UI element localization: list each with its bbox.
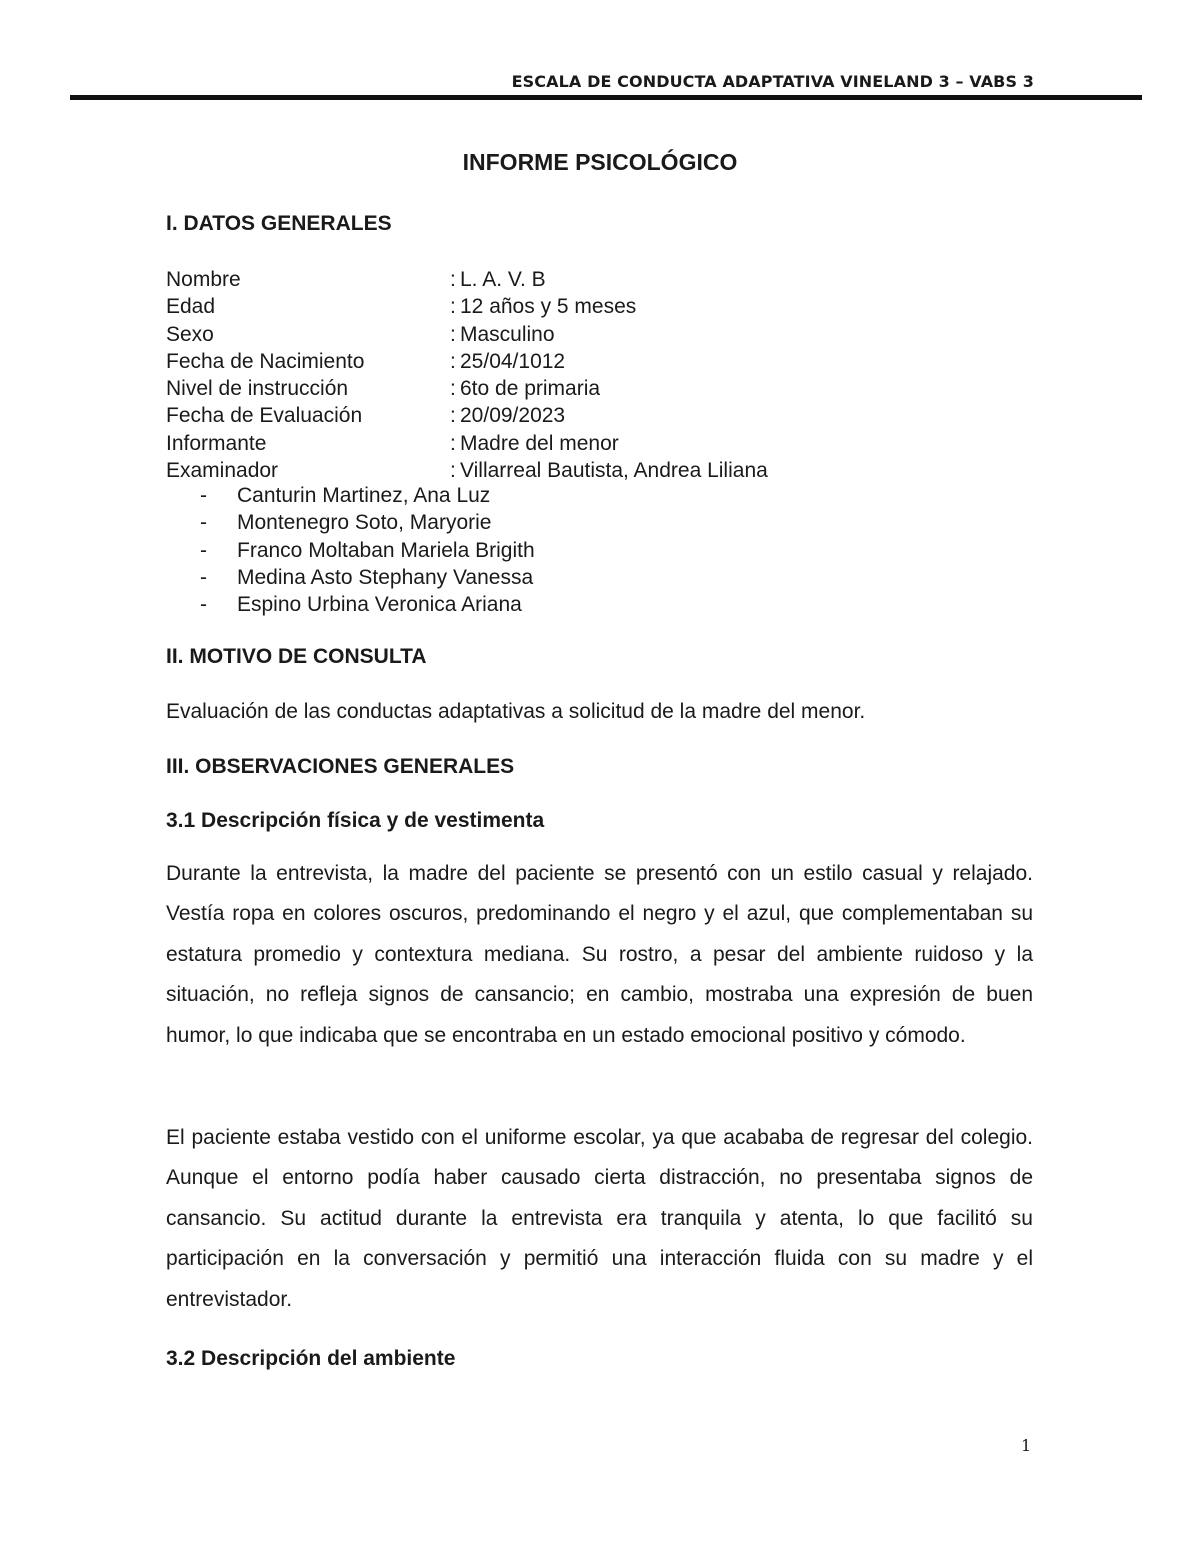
examiner-list [200, 482, 535, 618]
general-data-fields [166, 266, 768, 484]
subsection-heading-descripcion-ambiente: 3.2 Descripción del ambiente [166, 1347, 456, 1370]
list-item [200, 482, 535, 509]
field-value: Madre del menor [460, 431, 619, 455]
running-header: ESCALA DE CONDUCTA ADAPTATIVA VINELAND 3 – VABS 3 [511, 72, 1034, 91]
dash-bullet: - [200, 511, 207, 535]
subsection-heading-descripcion-fisica: 3.1 Descripción física y de vestimenta [166, 809, 545, 832]
section-heading-datos-generales: I. DATOS GENERALES [166, 212, 392, 235]
examiner-name: Canturin Martinez, Ana Luz [237, 484, 491, 507]
field-separator: : [450, 349, 456, 373]
dash-bullet: - [200, 565, 207, 589]
consultation-reason-text: Evaluación de las conductas adaptativas a solicitud de la madre del menor. [166, 700, 866, 723]
examiner-name: Montenegro Soto, Maryorie [237, 511, 492, 535]
field-row-nombre [166, 266, 768, 293]
paragraph-mother-description: Durante la entrevista, la madre del paciente se presentó con un estilo casual y relajado. Vestía ropa en colores oscuros, predominando el negro y el azul, que complementaban su estatura promedio y contextura mediana. Su rostro, a pesar del ambiente ruidoso y la situación, no refleja signos de cansancio; en cambio, mostraba una expresión de buen humor, lo que indicaba que se encontraba en un estado emocional positivo y cómodo. [166, 862, 1033, 1047]
dash-bullet: - [200, 593, 207, 617]
field-value: Masculino [460, 322, 555, 346]
document-title: INFORME PSICOLÓGICO [462, 149, 738, 175]
field-separator: : [450, 268, 456, 291]
field-label: Nombre [166, 268, 241, 291]
field-row-edad [166, 293, 768, 320]
examiner-name: Espino Urbina Veronica Ariana [237, 593, 522, 617]
list-item [200, 509, 535, 536]
dash-bullet: - [200, 538, 207, 562]
field-label: Fecha de Evaluación [166, 404, 363, 428]
field-separator: : [450, 295, 456, 319]
field-row-nivel-instruccion [166, 375, 768, 402]
list-item [200, 537, 535, 564]
examiner-name: Medina Asto Stephany Vanessa [237, 565, 534, 589]
page-number: 1 [1021, 1436, 1032, 1455]
field-label: Fecha de Nacimiento [166, 349, 365, 373]
field-value: 20/09/2023 [460, 404, 566, 428]
field-separator: : [450, 431, 456, 455]
examiner-name: Franco Moltaban Mariela Brigith [237, 538, 535, 562]
field-label: Edad [166, 295, 216, 319]
field-row-examinador [166, 457, 768, 484]
field-row-sexo [166, 321, 768, 348]
field-row-informante [166, 430, 768, 457]
field-row-fecha-evaluacion [166, 402, 768, 429]
field-separator: : [450, 404, 456, 428]
field-label: Sexo [166, 322, 214, 346]
field-value: L. A. V. B [460, 268, 546, 291]
field-label: Informante [166, 431, 267, 455]
field-separator: : [450, 377, 456, 401]
field-separator: : [450, 322, 456, 346]
header-rule [70, 95, 1142, 100]
paragraph-patient-description: El paciente estaba vestido con el uniforme escolar, ya que acababa de regresar del colegio. Aunque el entorno podía haber causado cierta distracción, no presentaba signos de cansancio. Su actitud durante la entrevista era tranquila y atenta, lo que facilitó su participación en la conversación y permitió una interacción fluida con su madre y el entrevistador. [166, 1126, 1033, 1311]
section-heading-motivo-consulta: II. MOTIVO DE CONSULTA [166, 645, 427, 668]
list-item [200, 564, 535, 591]
field-label: Nivel de instrucción [166, 377, 349, 401]
section-heading-observaciones: III. OBSERVACIONES GENERALES [166, 755, 515, 778]
field-row-fecha-nacimiento [166, 348, 768, 375]
list-item [200, 591, 535, 618]
field-value: 6to de primaria [460, 377, 601, 401]
field-label: Examinador [166, 459, 279, 483]
field-separator: : [450, 459, 456, 483]
field-value: 25/04/1012 [460, 349, 566, 373]
dash-bullet: - [200, 484, 207, 507]
field-value: Villarreal Bautista, Andrea Liliana [460, 459, 768, 483]
field-value: 12 años y 5 meses [460, 295, 637, 319]
